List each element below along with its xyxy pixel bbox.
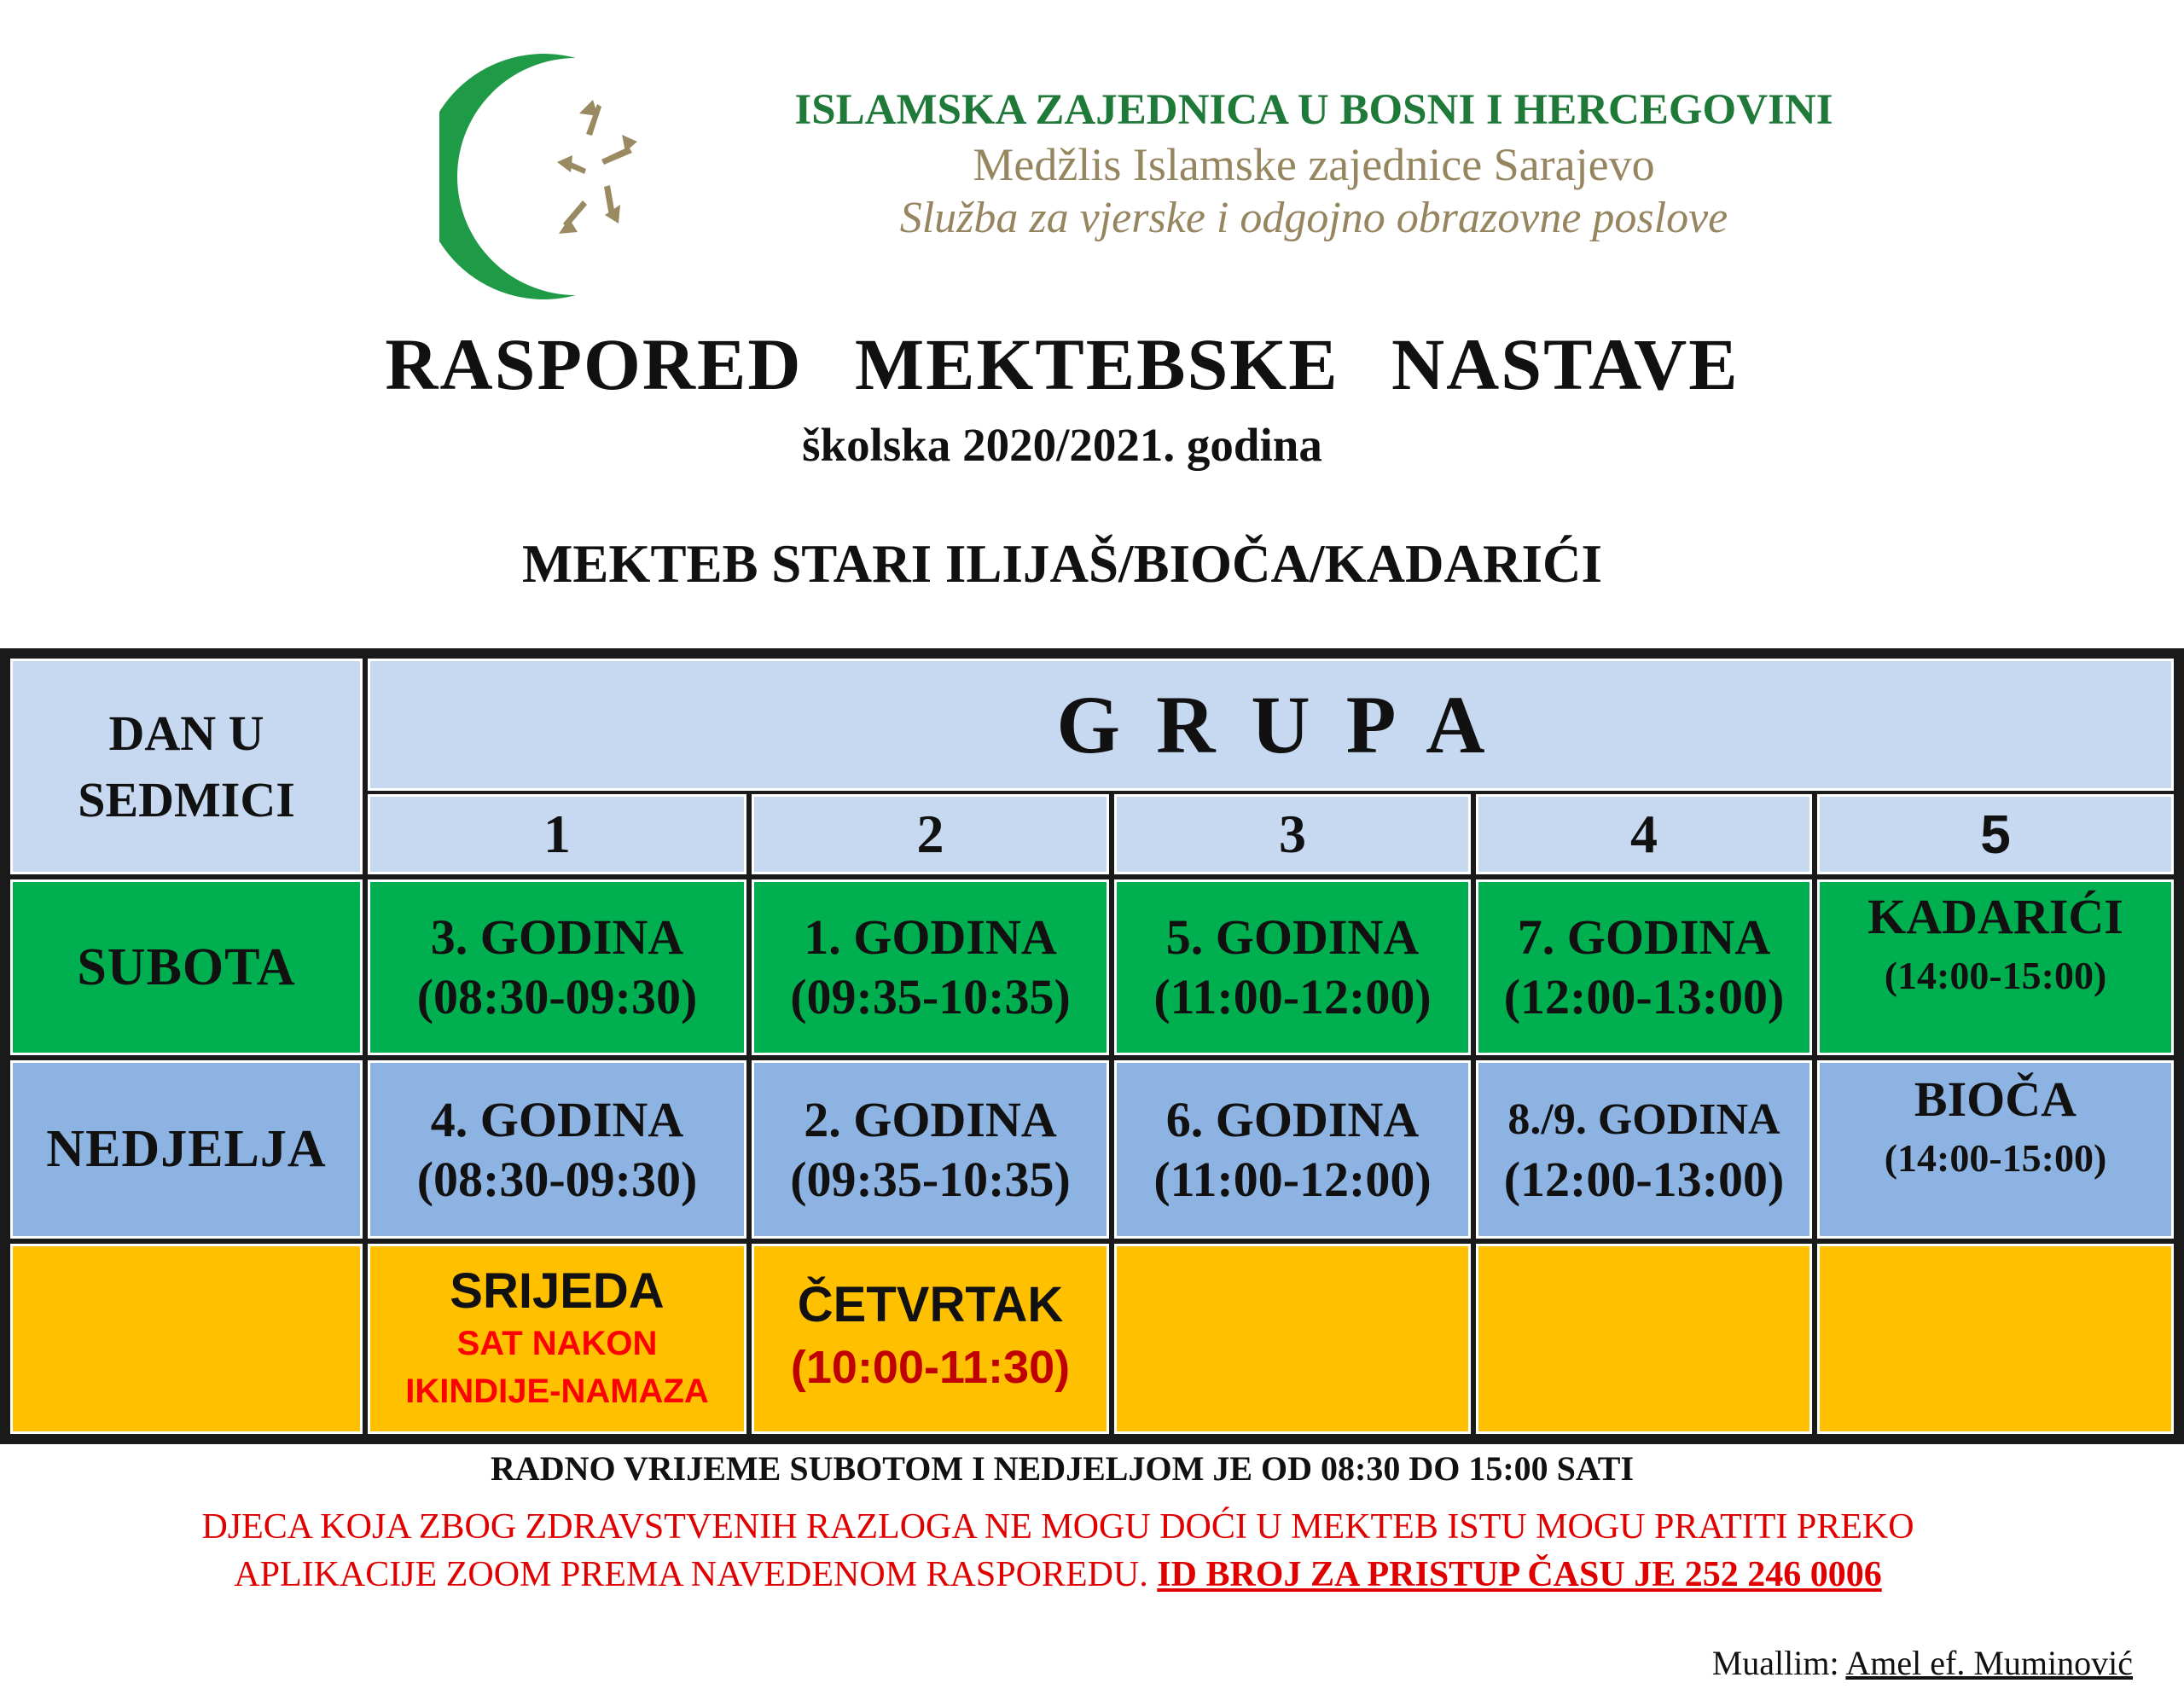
empty-cell xyxy=(1817,1244,2174,1434)
wednesday-label: SRIJEDA xyxy=(450,1262,665,1319)
schedule-cell xyxy=(752,1060,1109,1239)
mekteb-name: MEKTEB STARI ILIJAŠ/BIOČA/KADARIĆI xyxy=(521,534,1603,594)
wednesday-note-line1: SAT NAKON xyxy=(456,1324,658,1362)
group-number: 3 xyxy=(1114,794,1471,874)
time-range: (09:35-10:35) xyxy=(790,1151,1071,1207)
day-saturday: SUBOTA xyxy=(10,879,363,1055)
group-label: 4. GODINA xyxy=(430,1091,684,1147)
signature xyxy=(1712,1643,2133,1683)
group-number: 5 xyxy=(1817,794,2174,874)
day-header xyxy=(10,659,363,874)
zoom-id-text: ID BROJ ZA PRISTUP ČASU JE 252 246 0006 xyxy=(1157,1555,1882,1594)
time-range: (14:00-15:00) xyxy=(1884,954,2107,997)
day-sunday: NEDJELJA xyxy=(10,1060,363,1239)
schedule-cell xyxy=(1114,879,1471,1055)
schedule-cell xyxy=(1476,1060,1812,1239)
location-label: BIOČA xyxy=(1914,1071,2077,1127)
zoom-notice xyxy=(102,1503,2013,1599)
group-label: 8./9. GODINA xyxy=(1507,1094,1780,1144)
empty-cell xyxy=(1476,1244,1812,1434)
school-year: školska 2020/2021. godina xyxy=(802,419,1322,471)
schedule-table xyxy=(0,648,2184,1444)
crescent-star-logo-icon xyxy=(439,53,653,300)
time-range: (12:00-13:00) xyxy=(1503,969,1785,1024)
day-header-line1: DAN U xyxy=(108,705,264,761)
thursday-time: (10:00-11:30) xyxy=(790,1341,1071,1393)
schedule-cell xyxy=(1817,879,2174,1055)
time-range: (09:35-10:35) xyxy=(790,969,1071,1024)
group-label: 3. GODINA xyxy=(430,909,684,965)
thursday-label: ČETVRTAK xyxy=(797,1276,1064,1332)
time-range: (14:00-15:00) xyxy=(1884,1136,2107,1180)
wednesday-note-line2: IKINDIJE-NAMAZA xyxy=(405,1372,709,1410)
org-name: ISLAMSKA ZAJEDNICA U BOSNI I HERCEGOVINI xyxy=(794,86,1833,134)
org-subtitle: Medžlis Islamske zajednice Sarajevo xyxy=(973,139,1655,190)
working-hours-note: RADNO VRIJEME SUBOTOM I NEDJELJOM JE OD 08:30 DO 15:00 SATI xyxy=(490,1449,1635,1488)
schedule-cell xyxy=(752,879,1109,1055)
group-number: 1 xyxy=(368,794,746,874)
time-range: (11:00-12:00) xyxy=(1153,969,1432,1024)
page-title: RASPORED MEKTEBSKE NASTAVE xyxy=(385,323,1740,405)
group-number: 2 xyxy=(752,794,1109,874)
group-label: 7. GODINA xyxy=(1517,909,1771,965)
signature-label: Muallim: xyxy=(1711,1644,1839,1682)
empty-cell xyxy=(1114,1244,1471,1434)
group-number: 4 xyxy=(1476,794,1812,874)
group-label: 1. GODINA xyxy=(804,909,1057,965)
empty-cell xyxy=(10,1244,363,1434)
thursday-cell xyxy=(752,1244,1109,1434)
time-range: (08:30-09:30) xyxy=(416,1151,698,1207)
org-service: Služba za vjerske i odgojno obrazovne poslove xyxy=(899,194,1728,242)
group-label: 6. GODINA xyxy=(1165,1091,1420,1147)
signature-name: Amel ef. Muminović xyxy=(1845,1644,2133,1682)
zoom-notice-text: DJECA KOJA ZBOG ZDRAVSTVENIH RAZLOGA NE MOGU DOĆI U MEKTEB ISTU MOGU PRATITI PREKO APLIKACIJE ZOOM PREMA NAVEDENOM RASPOREDU. xyxy=(201,1507,1914,1594)
group-label: 2. GODINA xyxy=(804,1091,1057,1147)
time-range: (12:00-13:00) xyxy=(1503,1151,1785,1207)
wednesday-cell xyxy=(368,1244,746,1434)
time-range: (11:00-12:00) xyxy=(1153,1151,1432,1207)
location-label: KADARIĆI xyxy=(1867,889,2123,944)
day-header-line2: SEDMICI xyxy=(78,771,295,827)
group-header: GRUPA xyxy=(368,659,2174,791)
schedule-cell xyxy=(368,1060,746,1239)
schedule-cell xyxy=(368,879,746,1055)
time-range: (08:30-09:30) xyxy=(416,969,698,1024)
schedule-cell xyxy=(1476,879,1812,1055)
schedule-cell xyxy=(1817,1060,2174,1239)
schedule-cell xyxy=(1114,1060,1471,1239)
group-label: 5. GODINA xyxy=(1165,909,1420,965)
